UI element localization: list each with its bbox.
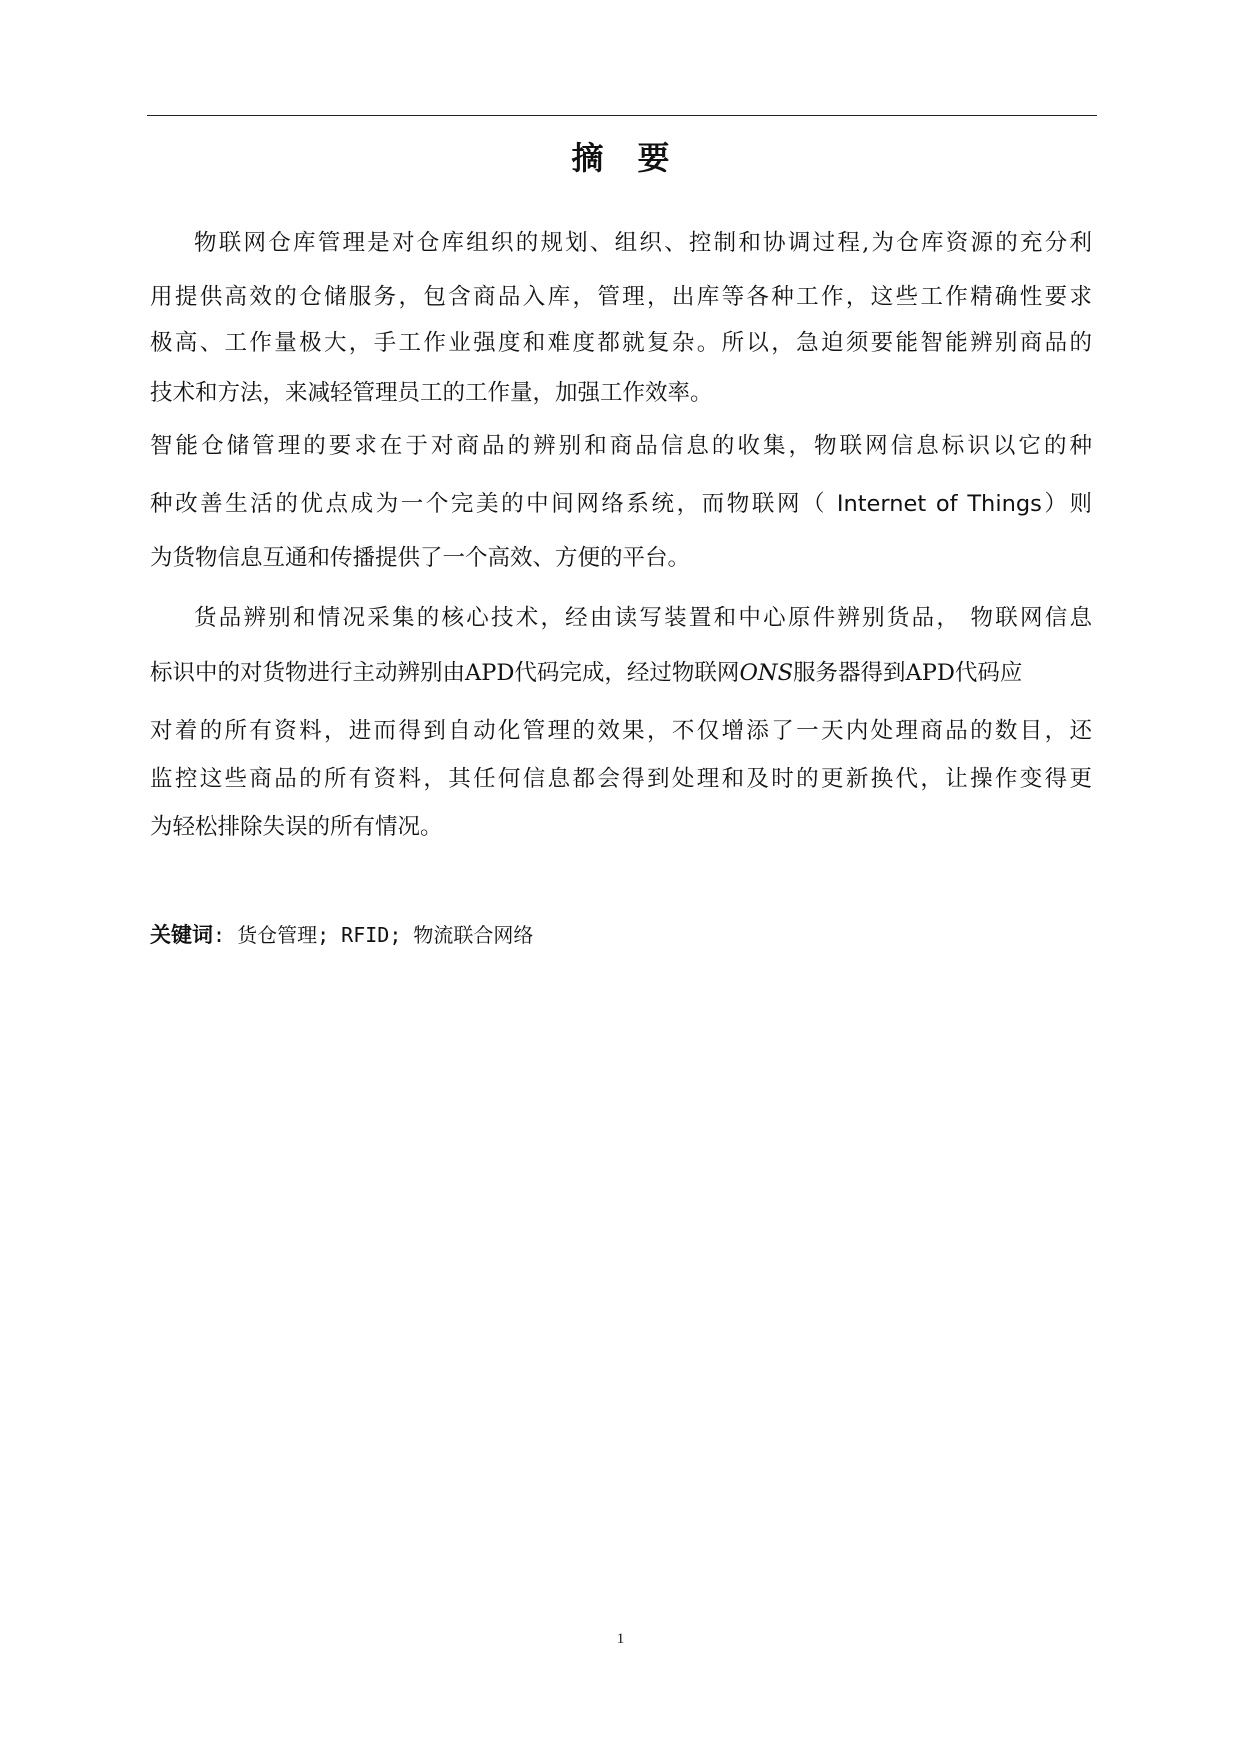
paragraph-1-line-1: 物联网仓库管理是对仓库组织的规划、组织、控制和协调过程,为仓库资源的充分利	[194, 230, 1092, 256]
paragraph-3-line-3: 对着的所有资料，进而得到自动化管理的效果，不仅增添了一天内处理商品的数目，还	[150, 718, 1092, 744]
keywords-values: 货仓管理; RFID; 物流联合网络	[237, 923, 534, 947]
paragraph-2-line-1: 智能仓储管理的要求在于对商品的辨别和商品信息的收集，物联网信息标识以它的种	[150, 433, 1092, 459]
paragraph-3-line-1: 货品辨别和情况采集的核心技术，经由读写装置和中心原件辨别货品， 物联网信息	[194, 605, 1092, 631]
paragraph-3-line-2-text-a: 标识中的对货物进行主动辨别由APD代码完成，经过物联网	[150, 660, 740, 686]
keywords-label: 关键词	[150, 923, 213, 947]
paragraph-3-line-5: 为轻松排除失误的所有情况。	[150, 814, 443, 840]
paragraph-1-line-4: 技术和方法，来减轻管理员工的工作量，加强工作效率。	[150, 380, 713, 406]
header-rule	[147, 115, 1097, 116]
paragraph-3-line-2	[150, 662, 1080, 685]
paragraph-2-line-2: 种改善生活的优点成为一个完美的中间网络系统，而物联网（ Internet of Things）则	[150, 491, 1092, 517]
paragraph-3-line-4: 监控这些商品的所有资料，其任何信息都会得到处理和及时的更新换代，让操作变得更	[150, 766, 1092, 792]
paragraph-3-line-2-text-b: 服务器得到APD代码应	[793, 660, 1023, 686]
keywords-line	[150, 919, 533, 949]
paragraph-2-line-3: 为货物信息互通和传播提供了一个高效、方便的平台。	[150, 545, 691, 571]
ons-term: ONS	[739, 660, 793, 686]
page-number: 1	[616, 1631, 625, 1647]
paragraph-1-line-2: 用提供高效的仓储服务，包含商品入库，管理，出库等各种工作，这些工作精确性要求	[150, 284, 1092, 310]
paragraph-1-line-3: 极高、工作量极大，手工作业强度和难度都就复杂。所以，急迫须要能智能辨别商品的	[150, 330, 1092, 356]
page-title: 摘要	[571, 139, 704, 177]
keywords-separator: :	[213, 923, 238, 947]
